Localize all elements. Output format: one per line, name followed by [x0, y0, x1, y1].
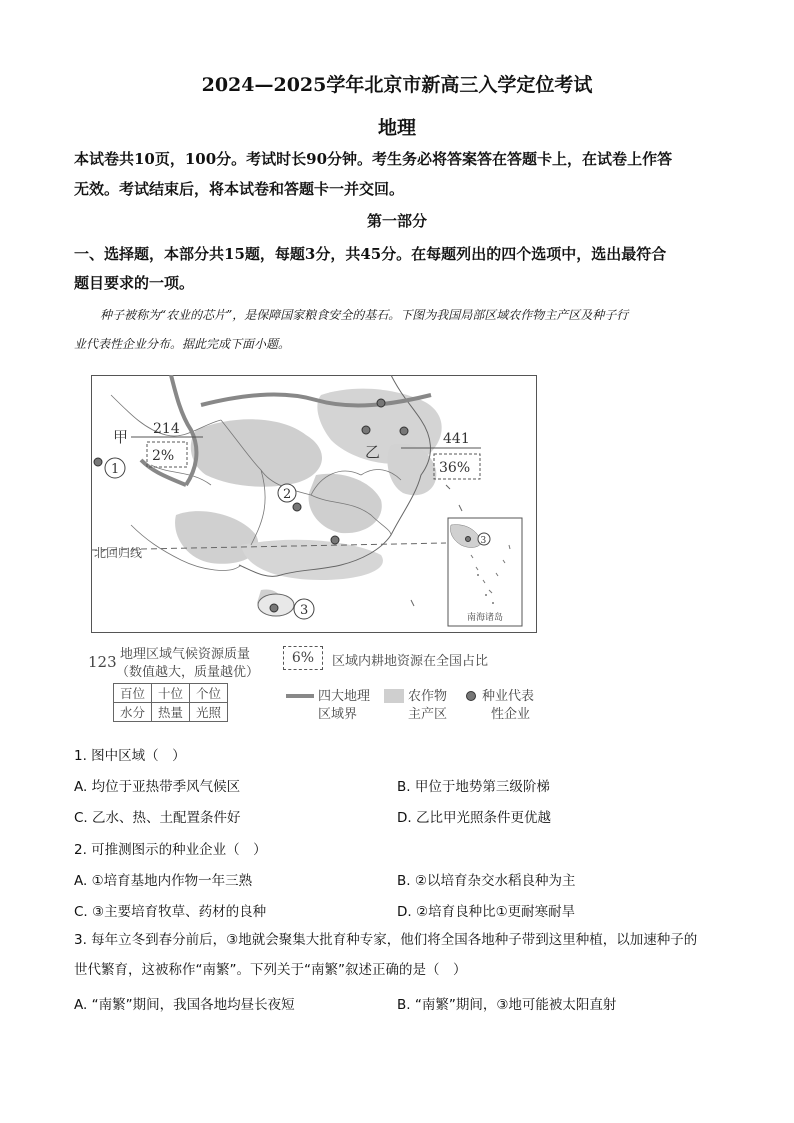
question-1-option-a[interactable]: A. 均位于亚热带季风气候区: [74, 779, 241, 795]
seed-firm-marker-1: [94, 458, 102, 466]
legend-table-head-3: 个位: [190, 684, 228, 703]
section-heading-line-2: 题目要求的一项。: [74, 274, 195, 292]
seed-firm-marker-3: [270, 604, 278, 612]
intro-line-1: 种子被称为“农业的芯片”，是保障国家粮食安全的基石。下图为我国局部区域农作物主产区及种子行: [100, 308, 629, 322]
region-yi-code: 441: [443, 431, 470, 447]
question-1-option-c[interactable]: C. 乙水、热、土配置条件好: [74, 810, 241, 826]
legend-table-body-1: 水分: [114, 703, 152, 722]
legend-table-body-2: 热量: [152, 703, 190, 722]
site-1-number: 1: [111, 462, 120, 477]
seed-firm-marker-canton: [331, 536, 339, 544]
legend-crop-line-1: 农作物: [408, 689, 448, 704]
question-3-option-b[interactable]: B. “南繁”期间，③地可能被太阳直射: [397, 997, 617, 1013]
tropic-label: 北回归线: [94, 546, 143, 560]
inset-label: 南海诸岛: [467, 613, 504, 623]
crop-region-map: [91, 375, 537, 633]
legend-boundary-line-2: 区域界: [318, 707, 358, 722]
legend-table-body-3: 光照: [190, 703, 228, 722]
legend-boundary-swatch: [286, 694, 314, 698]
region-yi-label: 乙: [365, 443, 381, 461]
site-3-number: 3: [300, 603, 309, 618]
legend-table-head-1: 百位: [114, 684, 152, 703]
seed-firm-marker-2: [293, 503, 301, 511]
question-1-option-b[interactable]: B. 甲位于地势第三级阶梯: [397, 779, 550, 795]
notice-line-1: 本试卷共10页，100分。考试时长90分钟。考生务必将答案答在答题卡上，在试卷上作答: [74, 150, 673, 168]
region-yi-share: 36%: [439, 460, 471, 476]
legend-firm-line-2: 性企业: [491, 707, 531, 722]
inset-site-3-number: 3: [480, 536, 487, 546]
site-2-number: 2: [283, 487, 292, 502]
exam-title: 2024—2025学年北京市新高三入学定位考试: [201, 74, 593, 96]
legend-share-example: 6%: [283, 646, 323, 670]
legend-digit-table: [113, 683, 228, 722]
section-heading-line-1: 一、选择题，本部分共15题，每题3分，共45分。在每题列出的四个选项中，选出最符合: [74, 245, 667, 263]
region-jia-share: 2%: [152, 448, 175, 464]
question-1-option-d[interactable]: D. 乙比甲光照条件更优越: [397, 810, 551, 826]
legend-crop-line-2: 主产区: [408, 707, 448, 722]
seed-firm-marker-shanghai: [400, 427, 408, 435]
map-legend: [86, 641, 546, 726]
question-3-option-a[interactable]: A. “南繁”期间，我国各地均昼长夜短: [74, 997, 295, 1013]
map-figure: [91, 375, 537, 633]
question-3-stem-line-1: 3. 每年立冬到春分前后，③地就会聚集大批育种专家，他们将全国各地种子带到这里种植，以加速种子的: [74, 932, 698, 948]
part-title: 第一部分: [366, 212, 427, 230]
seed-firm-marker-north: [377, 399, 385, 407]
region-jia-label: 甲: [113, 428, 129, 446]
legend-table-head-2: 十位: [152, 684, 190, 703]
legend-climate-line-1: 地理区域气候资源质量: [120, 647, 251, 662]
question-1-stem: 1. 图中区域（ ）: [74, 748, 186, 764]
legend-firm-swatch: [466, 691, 476, 701]
subject-title: 地理: [377, 117, 416, 139]
question-2-option-b[interactable]: B. ②以培育杂交水稻良种为主: [397, 873, 576, 889]
legend-code-example: 123: [88, 653, 117, 671]
legend-share-desc: 区域内耕地资源在全国占比: [332, 654, 489, 669]
legend-crop-swatch: [384, 689, 404, 703]
notice-line-2: 无效。考试结束后，将本试卷和答题卡一并交回。: [74, 180, 405, 198]
question-3-stem-line-2: 世代繁育，这被称作“南繁”。下列关于“南繁”叙述正确的是（ ）: [74, 962, 467, 978]
region-jia-code: 214: [153, 421, 180, 437]
legend-boundary-line-1: 四大地理: [318, 689, 371, 704]
legend-firm-line-1: 种业代表: [482, 689, 535, 704]
question-2-option-d[interactable]: D. ②培育良种比①更耐寒耐旱: [397, 904, 576, 920]
south-sea-inset: [448, 518, 522, 626]
question-2-option-a[interactable]: A. ①培育基地内作物一年三熟: [74, 873, 253, 889]
intro-line-2: 业代表性企业分布。据此完成下面小题。: [74, 337, 291, 351]
question-2-option-c[interactable]: C. ③主要培育牧草、药材的良种: [74, 904, 267, 920]
legend-climate-line-2: （数值越大，质量越优）: [116, 665, 260, 680]
seed-firm-marker-nanjing: [362, 426, 370, 434]
question-2-stem: 2. 可推测图示的种业企业（ ）: [74, 842, 267, 858]
